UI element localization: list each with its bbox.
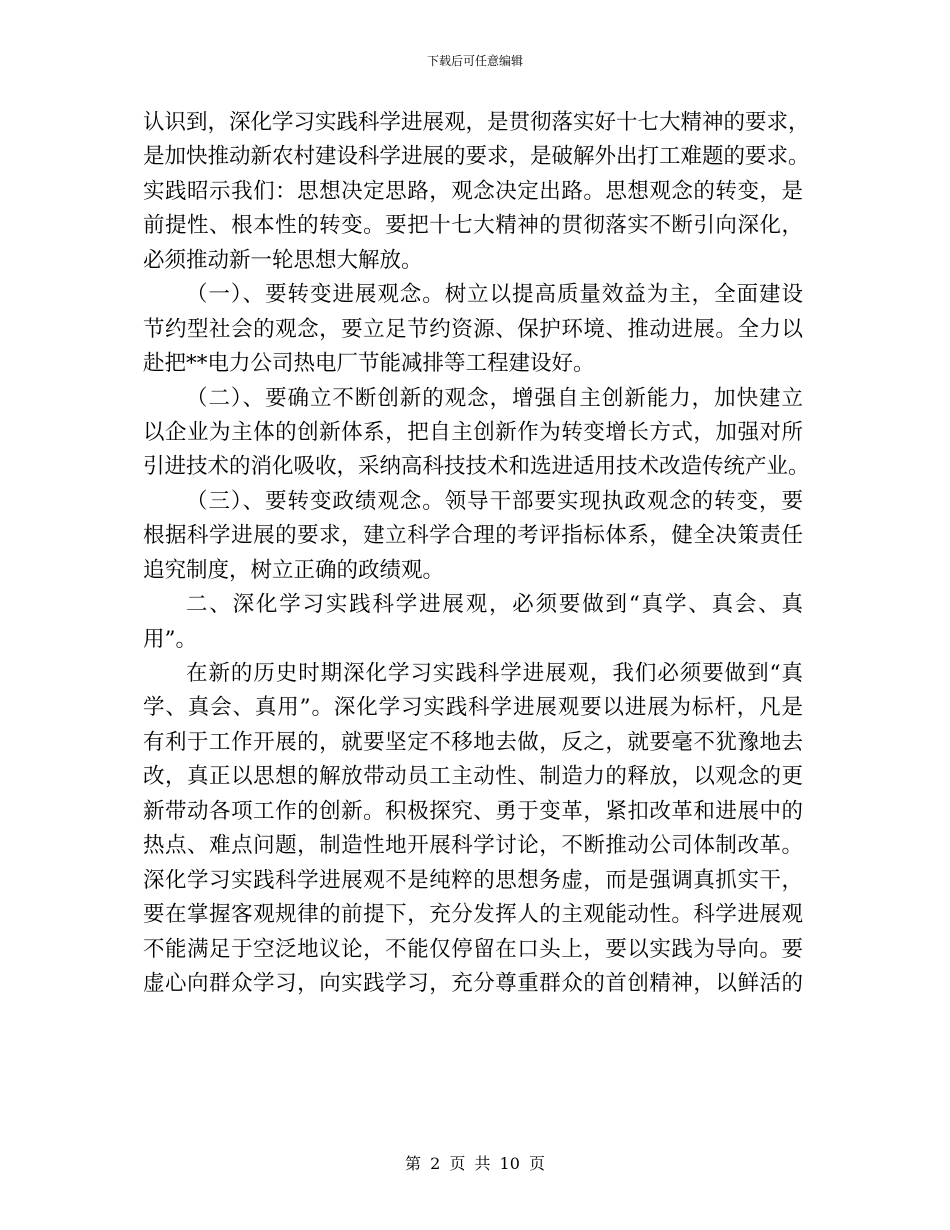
text-line: 节约型社会的观念，要立足节约资源、保护环境、推动进展。全力以 (143, 316, 803, 342)
text-line: （三）、要转变政绩观念。领导干部要实现执政观念的转变，要 (186, 488, 803, 514)
text-line: 不能满足于空泛地议论，不能仅停留在口头上，要以实践为导向。要 (143, 936, 803, 962)
text-line: 要在掌握客观规律的前提下，充分发挥人的主观能动性。科学进展观 (143, 902, 803, 928)
text-line: 必须推动新一轮思想大解放。 (143, 247, 423, 273)
text-line: 用”。 (143, 626, 197, 652)
text-line: 有利于工作开展的，就要坚定不移地去做，反之，就要毫不犹豫地去 (143, 729, 803, 755)
page-number-footer: 第 2 页 共 10 页 (405, 1154, 545, 1173)
text-line: 追究制度，树立正确的政绩观。 (143, 557, 445, 583)
text-line: 实践昭示我们：思想决定思路，观念决定出路。思想观念的转变，是 (143, 178, 803, 204)
text-line: 认识到，深化学习实践科学进展观，是贯彻落实好十七大精神的要求， (143, 110, 810, 135)
text-line: 是加快推动新农村建设科学进展的要求，是破解外出打工难题的要求。 (143, 144, 810, 170)
text-line: 以企业为主体的创新体系，把自主创新作为转变增长方式，加强对所 (143, 419, 803, 445)
text-line: 深化学习实践科学进展观不是纯粹的思想务虚，而是强调真抓实干， (143, 867, 803, 893)
text-line: 在新的历史时期深化学习实践科学进展观，我们必须要做到“真 (186, 661, 803, 686)
text-line: 二、深化学习实践科学进展观，必须要做到“真学、真会、真 (186, 592, 803, 618)
text-line: 改，真正以思想的解放带动员工主动性、制造力的释放，以观念的更 (143, 764, 803, 790)
text-line: （一）、要转变进展观念。树立以提高质量效益为主，全面建设 (186, 282, 803, 308)
text-line: 新带动各项工作的创新。积极探究、勇于变革，紧扣改革和进展中的 (143, 798, 803, 824)
text-line: 热点、难点问题，制造性地开展科学讨论，不断推动公司体制改革。 (143, 833, 803, 859)
text-line: 赴把**电力公司热电厂节能减排等工程建设好。 (143, 351, 595, 377)
text-line: 前提性、根本性的转变。要把十七大精神的贯彻落实不断引向深化， (143, 213, 803, 239)
text-line: 虚心向群众学习，向实践学习，充分尊重群众的首创精神，以鲜活的 (143, 970, 803, 996)
text-line: 根据科学进展的要求，建立科学合理的考评指标体系，健全决策责任 (143, 523, 803, 549)
text-line: （二）、要确立不断创新的观念，增强自主创新能力，加快建立 (186, 385, 803, 411)
text-line: 引进技术的消化吸收，采纳高科技技术和选进适用技术改造传统产业。 (143, 454, 810, 480)
page-header: 下载后可任意编辑 (426, 54, 523, 68)
document-body (143, 106, 810, 1001)
text-line: 学、真会、真用”。深化学习实践科学进展观要以进展为标杆，凡是 (143, 695, 803, 721)
